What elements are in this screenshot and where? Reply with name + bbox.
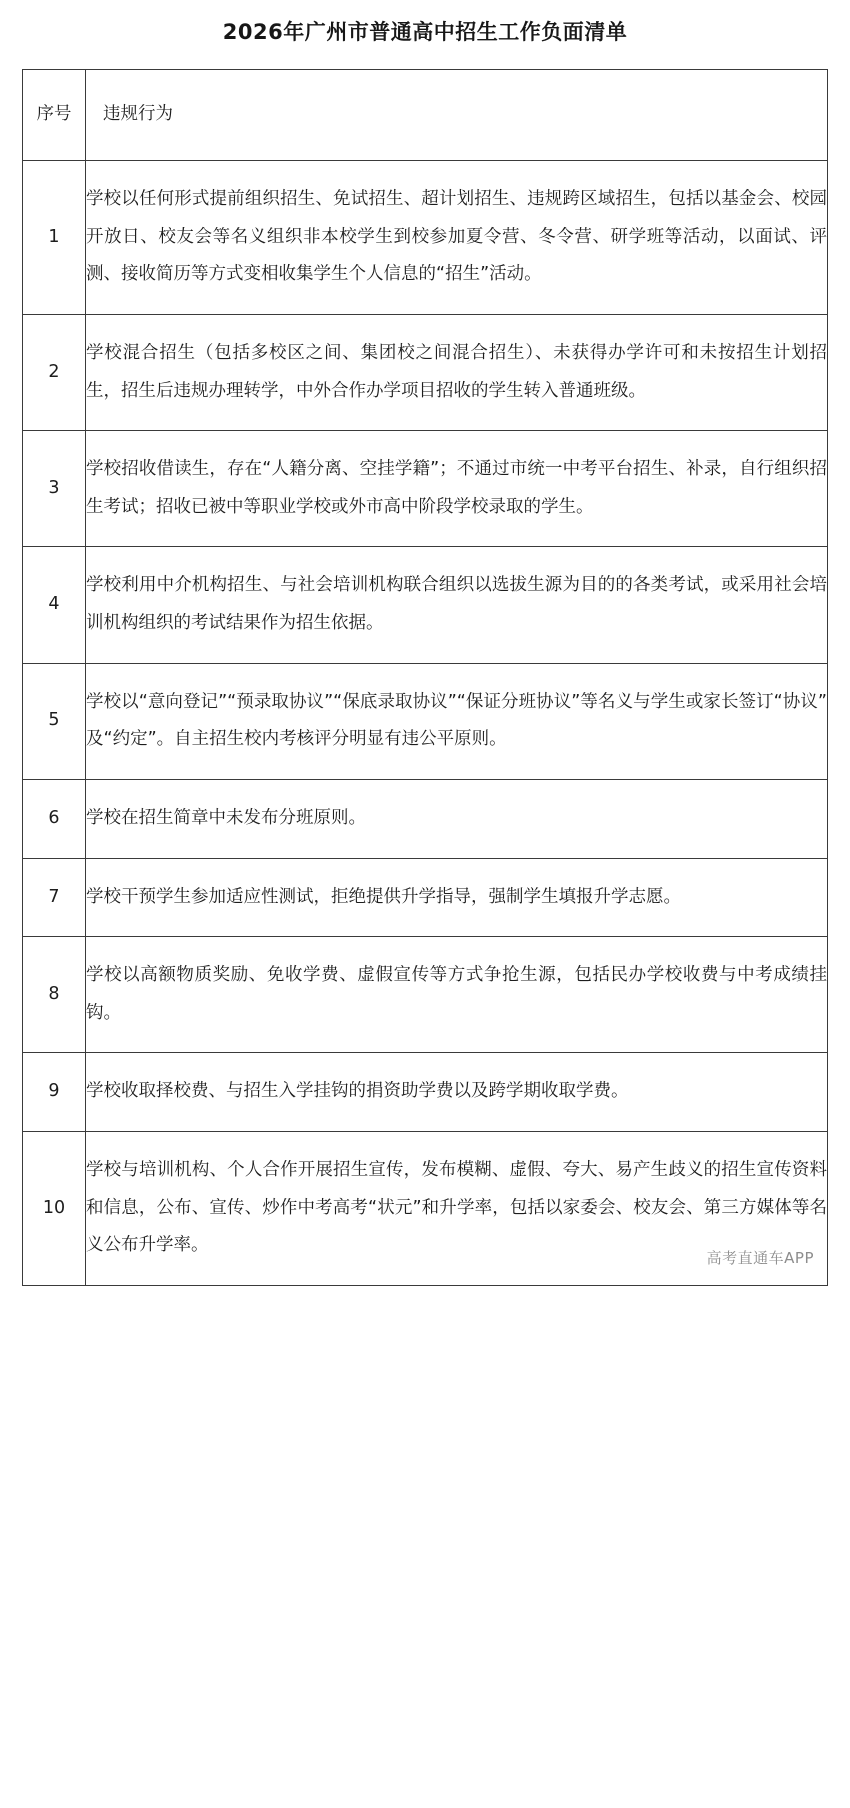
column-header-no: 序号: [23, 70, 86, 161]
row-index-cell: 9: [23, 1053, 86, 1132]
table-row: [23, 779, 828, 858]
violation-text-cell: 学校招收借读生，存在“人籍分离、空挂学籍”；不通过市统一中考平台招生、补录，自行组织招生考试；招收已被中等职业学校或外市高中阶段学校录取的学生。: [86, 431, 828, 547]
violation-text-cell: 学校干预学生参加适应性测试，拒绝提供升学指导，强制学生填报升学志愿。: [86, 858, 828, 937]
row-index-cell: 10: [23, 1132, 86, 1286]
table-row: [23, 547, 828, 663]
table-row: [23, 161, 828, 315]
violation-text-cell: 学校收取择校费、与招生入学挂钩的捐资助学费以及跨学期收取学费。: [86, 1053, 828, 1132]
negative-list-table: [22, 69, 828, 1286]
table-row: [23, 858, 828, 937]
row-index-cell: 5: [23, 663, 86, 779]
violation-text-cell: 学校以高额物质奖励、免收学费、虚假宣传等方式争抢生源，包括民办学校收费与中考成绩挂钩。: [86, 937, 828, 1053]
row-index-cell: 8: [23, 937, 86, 1053]
violation-text-cell: 学校利用中介机构招生、与社会培训机构联合组织以选拔生源为目的的各类考试，或采用社会培训机构组织的考试结果作为招生依据。: [86, 547, 828, 663]
table-row: [23, 431, 828, 547]
violation-text-cell: 学校以任何形式提前组织招生、免试招生、超计划招生、违规跨区域招生，包括以基金会、校园开放日、校友会等名义组织非本校学生到校参加夏令营、冬令营、研学班等活动，以面试、评测、接收简历等方式变相收集学生个人信息的“招生”活动。: [86, 161, 828, 315]
table-row: [23, 1053, 828, 1132]
table-body: [23, 70, 828, 1286]
row-index-cell: 6: [23, 779, 86, 858]
table-header-row: [23, 70, 828, 161]
violation-text-cell: 学校以“意向登记”“预录取协议”“保底录取协议”“保证分班协议”等名义与学生或家长签订“协议”及“约定”。自主招生校内考核评分明显有违公平原则。: [86, 663, 828, 779]
column-header-action: 违规行为: [86, 70, 828, 161]
row-index-cell: 1: [23, 161, 86, 315]
row-index-cell: 4: [23, 547, 86, 663]
violation-text-cell: 学校与培训机构、个人合作开展招生宣传，发布模糊、虚假、夸大、易产生歧义的招生宣传资料和信息，公布、宣传、炒作中考高考“状元”和升学率，包括以家委会、校友会、第三方媒体等名义公布升学率。: [86, 1132, 828, 1286]
violation-text-cell: 学校混合招生（包括多校区之间、集团校之间混合招生）、未获得办学许可和未按招生计划招生，招生后违规办理转学，中外合作办学项目招收的学生转入普通班级。: [86, 314, 828, 430]
table-row: [23, 314, 828, 430]
table-row: [23, 1132, 828, 1286]
watermark-label: 高考直通车APP: [706, 1248, 814, 1267]
table-row: [23, 663, 828, 779]
row-index-cell: 7: [23, 858, 86, 937]
row-index-cell: 3: [23, 431, 86, 547]
page-title: 2026年广州市普通高中招生工作负面清单: [222, 20, 628, 44]
page-bottom-spacer: [0, 1286, 850, 1296]
table-row: [23, 937, 828, 1053]
row-index-cell: 2: [23, 314, 86, 430]
violation-text-cell: 学校在招生简章中未发布分班原则。: [86, 779, 828, 858]
table-container: [0, 69, 850, 1286]
